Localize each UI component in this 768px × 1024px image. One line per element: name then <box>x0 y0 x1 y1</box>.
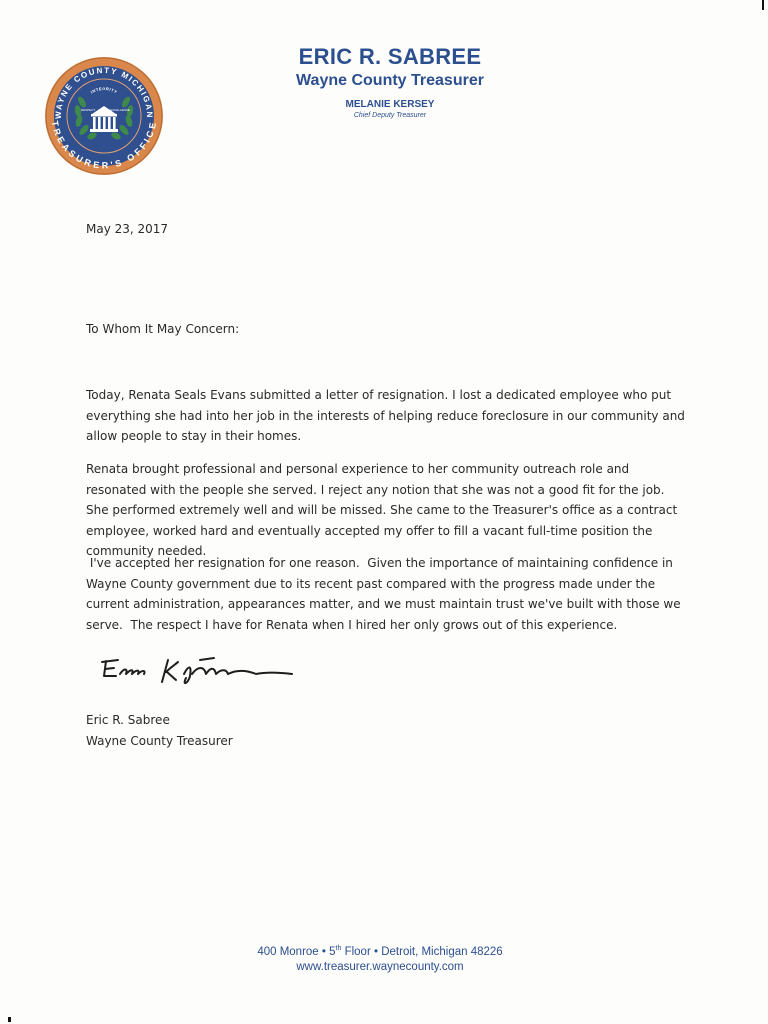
footer-floor-num: 5 <box>329 946 336 958</box>
handwritten-signature <box>96 652 302 692</box>
signer-name: Eric R. Sabree <box>86 713 170 727</box>
seal-graphic <box>44 56 164 176</box>
deputy-title: Chief Deputy Treasurer <box>353 112 427 119</box>
letter-paragraph: Today, Renata Seals Evans submitted a letter of resignation. I lost a dedicated employee who put everything she had into her job in the interests of helping reduce foreclosure in our community and allow people to stay in their homes. <box>86 388 685 443</box>
letter-salutation: To Whom It May Concern: <box>86 322 240 336</box>
letter-date: May 23, 2017 <box>86 222 169 236</box>
signature-graphic <box>96 652 302 692</box>
seal-inner-top-text: INTEGRITY <box>89 86 119 95</box>
footer-floor-word: Floor <box>341 946 371 958</box>
seal-top-text: WAYNE COUNTY MICHIGAN <box>53 65 155 120</box>
footer-bullet: • <box>321 946 326 958</box>
deputy-name: MELANIE KERSEY <box>345 99 435 110</box>
scan-mark <box>762 0 764 10</box>
treasurer-seal-logo <box>44 56 164 176</box>
footer-city: Detroit, Michigan 48226 <box>381 946 503 958</box>
seal-bottom-text: TREASURER'S OFFICE <box>49 119 159 171</box>
footer-website: www.treasurer.waynecounty.com <box>296 961 464 973</box>
letter-footer <box>180 945 580 975</box>
scan-mark <box>8 1017 11 1022</box>
footer-floor-suffix: th <box>335 945 342 953</box>
letterhead <box>200 44 580 120</box>
treasurer-title: Wayne County Treasurer <box>296 72 484 89</box>
footer-bullet: • <box>373 946 379 958</box>
footer-address <box>180 945 580 960</box>
letter-paragraph: Renata brought professional and personal experience to her community outreach role and resonated with the people she served. I reject any notion that she was not a good fit for the job. She performed extremely well and will be missed. She came to the Treasurer's office as a contract employee, worked hard and eventually accepted my offer to fill a vacant full-time position the community needed. <box>86 462 678 558</box>
footer-street: 400 Monroe <box>257 946 319 958</box>
letter-paragraph: I've accepted her resignation for one reason. Given the importance of maintaining confidence in Wayne County government due to its recent past compared with the progress made under the current administration, appearances matter, and we must maintain trust we've built with those we serve. The respect I have for Renata when I hired her only grows out of this experience. <box>86 556 685 632</box>
seal-inner-left-text: RESPECT <box>80 108 96 112</box>
signer-title: Wayne County Treasurer <box>86 734 233 748</box>
seal-inner-right-text: EXCELLENCE <box>110 108 130 112</box>
treasurer-name: ERIC R. SABREE <box>298 44 482 69</box>
